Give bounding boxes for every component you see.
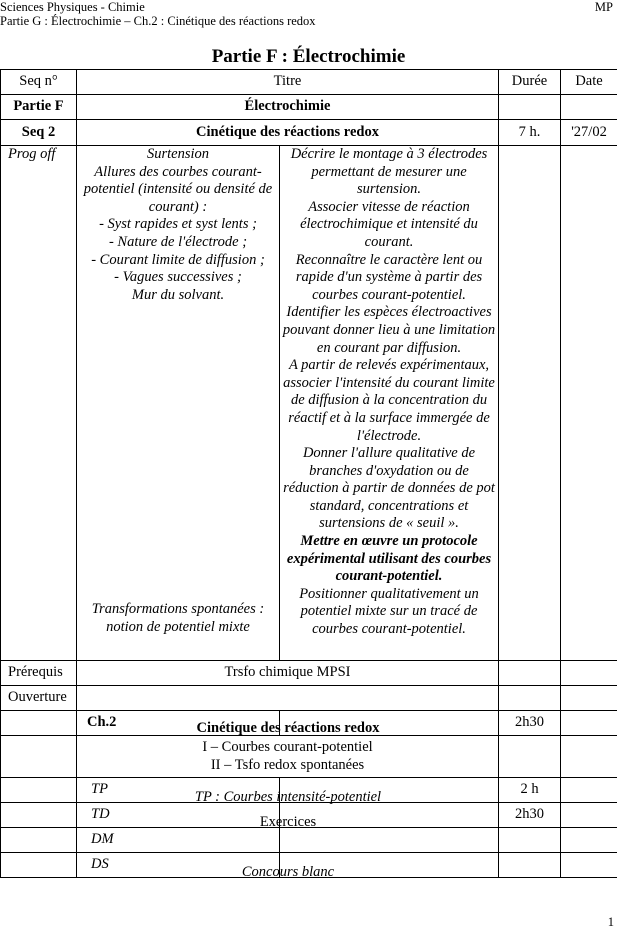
prog-label: Prog off xyxy=(1,146,77,661)
page-number: 1 xyxy=(608,916,614,928)
tp-titre: TP : Courbes intensité-potentiel xyxy=(76,788,500,806)
prog-notions xyxy=(77,146,280,661)
chapter-label: Ch.2 xyxy=(77,711,280,736)
table-row xyxy=(1,828,617,853)
notion-item: Allures des courbes courant-potentiel (intensité ou densité de courant) : xyxy=(79,164,277,217)
table-row xyxy=(1,686,617,711)
dm-label: DM xyxy=(77,828,280,853)
table-row xyxy=(1,120,617,146)
capacite-item: Identifier les espèces électroactives pouvant donner lieu à une limitation en courant par diffusion. xyxy=(282,304,496,357)
ds-label: DS xyxy=(77,853,280,878)
header-subject: Sciences Physiques - Chimie xyxy=(0,0,316,14)
prerequis-label: Prérequis xyxy=(1,661,77,686)
col-seq: Seq n° xyxy=(1,70,77,95)
header-class: MP xyxy=(595,0,613,14)
table-row xyxy=(1,95,617,120)
notion-item: - Vagues successives ; xyxy=(79,269,277,287)
capacite-item: A partir de relevés expérimentaux, associer l'intensité du courant limite de diffusion à la concentration du réactif et à la surface immergée de l'électrode. xyxy=(282,357,496,445)
capacite-item: Donner l'allure qualitative de branches d'oxydation ou de réduction à partir de données de pot standard, concentrations et surtensions de « seuil ». xyxy=(282,445,496,533)
capacite-bold: Mettre en œuvre un protocole expérimental utilisant des courbes courant-potentiel. xyxy=(282,533,496,586)
plan-item: I – Courbes courant-potentiel xyxy=(79,739,496,757)
ds-titre: Concours blanc xyxy=(76,863,500,881)
prog-row xyxy=(1,146,617,661)
notion-item: - Nature de l'électrode ; xyxy=(79,234,277,252)
prog-capacites xyxy=(280,146,499,661)
notions-list xyxy=(79,146,277,601)
td-duree: 2h30 xyxy=(499,803,561,828)
header-chapter-path: Partie G : Électrochimie – Ch.2 : Cinétique des réactions redox xyxy=(0,14,316,28)
prerequis-value: Trsfo chimique MPSI xyxy=(77,661,499,686)
notion-item: - Courant limite de diffusion ; xyxy=(79,252,277,270)
capacite-item: Associer vitesse de réaction électrochimique et intensité du courant. xyxy=(282,199,496,252)
chapter-titre: Cinétique des réactions redox xyxy=(76,719,500,737)
chapter-plan xyxy=(77,736,499,778)
notion-item: Mur du solvant. xyxy=(79,287,277,305)
plan-item: II – Tsfo redox spontanées xyxy=(79,757,496,775)
partie-titre: Électrochimie xyxy=(77,95,499,120)
partie-label: Partie F xyxy=(1,95,77,120)
seq-titre: Cinétique des réactions redox xyxy=(77,120,499,146)
td-titre: Exercices xyxy=(76,813,500,831)
capacite-item: Décrire le montage à 3 électrodes permettant de mesurer une surtension. xyxy=(282,146,496,199)
progression-table xyxy=(0,69,617,878)
table-row xyxy=(1,661,617,686)
table-header-row xyxy=(1,70,617,95)
table-row xyxy=(1,736,617,778)
col-duree: Durée xyxy=(499,70,561,95)
capacite-item: Reconnaître le caractère lent ou rapide d'un système à partir des courbes courant-potentiel. xyxy=(282,252,496,305)
tp-label: TP xyxy=(77,778,280,803)
notion-item: - Syst rapides et syst lents ; xyxy=(79,216,277,234)
running-header xyxy=(0,0,316,28)
seq-date: '27/02 xyxy=(561,120,617,146)
td-label: TD xyxy=(77,803,280,828)
capacite-last: Positionner qualitativement un potentiel mixte sur un tracé de courbes courant-potentiel. xyxy=(282,586,496,639)
page-title: Partie F : Électrochimie xyxy=(0,46,617,68)
ouverture-label: Ouverture xyxy=(1,686,77,711)
col-titre: Titre xyxy=(77,70,499,95)
seq-duree: 7 h. xyxy=(499,120,561,146)
seq-label: Seq 2 xyxy=(1,120,77,146)
notion-bottom: Transformations spontanées : notion de potentiel mixte xyxy=(79,601,277,636)
chapter-duree: 2h30 xyxy=(499,711,561,736)
tp-duree: 2 h xyxy=(499,778,561,803)
notion-item: Surtension xyxy=(79,146,277,164)
col-date: Date xyxy=(561,70,617,95)
